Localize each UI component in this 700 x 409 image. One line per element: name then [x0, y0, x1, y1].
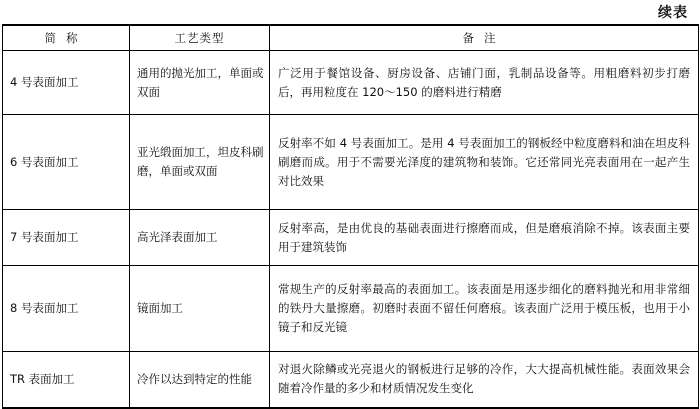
table-row: [3, 266, 699, 352]
cell-type: 冷作以达到特定的性能: [130, 352, 270, 408]
surface-finish-table: [2, 24, 699, 409]
cell-remark: 广泛用于餐馆设备、厨房设备、店铺门面，乳制品设备等。用粗磨料初步打磨后，再用粒度在 120～150 的磨料进行精磨: [270, 51, 699, 115]
cell-remark: 反射率高，是由优良的基础表面进行擦磨而成，但是磨痕消除不掉。该表面主要用于建筑装饰: [270, 210, 699, 266]
cell-remark: 对退火除鳞或光亮退火的钢板进行足够的冷作，大大提高机械性能。表面效果会随着冷作量的多少和材质情况发生变化: [270, 352, 699, 408]
cell-name: 6 号表面加工: [3, 115, 130, 210]
continued-label: 续表: [658, 5, 688, 21]
cell-name: 4 号表面加工: [3, 51, 130, 115]
cell-type: 高光泽表面加工: [130, 210, 270, 266]
table-row: [3, 210, 699, 266]
cell-type: 镜面加工: [130, 266, 270, 352]
cell-name: 8 号表面加工: [3, 266, 130, 352]
cell-name: 7 号表面加工: [3, 210, 130, 266]
header-remark: 备注: [270, 25, 699, 51]
cell-remark: 常规生产的反射率最高的表面加工。该表面是用逐步细化的磨料抛光和用非常细的铁丹大量擦磨。初磨时表面不留任何磨痕。该表面广泛用于模压板，也用于小镜子和反光镜: [270, 266, 699, 352]
table-row: [3, 51, 699, 115]
table-row: [3, 115, 699, 210]
table-row: [3, 352, 699, 408]
cell-remark: 反射率不如 4 号表面加工。是用 4 号表面加工的钢板经中粒度磨料和油在坦皮科刷磨而成。用于不需要光泽度的建筑物和装饰。它还常同光亮表面用在一起产生对比效果: [270, 115, 699, 210]
cell-type: 亚光缎面加工，坦皮科刷磨，单面或双面: [130, 115, 270, 210]
cell-name: TR 表面加工: [3, 352, 130, 408]
header-name: 简称: [3, 25, 130, 51]
cell-type: 通用的抛光加工，单面或双面: [130, 51, 270, 115]
header-type: 工艺类型: [130, 25, 270, 51]
table-header-row: [3, 25, 699, 51]
